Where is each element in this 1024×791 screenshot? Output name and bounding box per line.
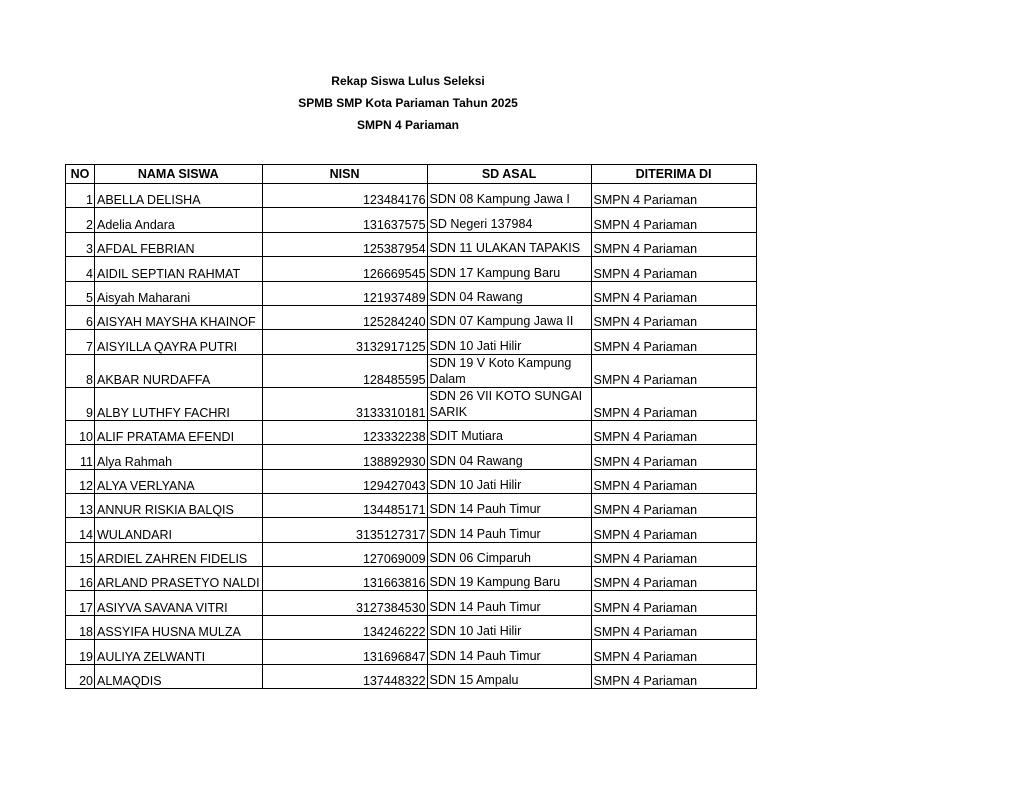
nisn-cell: 129427043 — [262, 469, 427, 493]
no-cell: 18 — [66, 615, 95, 639]
origin-school-cell: SDN 08 Kampung Jawa I — [427, 184, 591, 208]
accepted-school-cell: SMPN 4 Pariaman — [591, 208, 756, 232]
nisn-cell: 3133310181 — [262, 387, 427, 420]
nisn-cell: 3135127317 — [262, 518, 427, 542]
origin-school-cell: SDN 19 Kampung Baru — [427, 567, 591, 591]
origin-school-cell: SDN 10 Jati Hilir — [427, 469, 591, 493]
nisn-cell: 123484176 — [262, 184, 427, 208]
no-cell: 13 — [66, 493, 95, 517]
nisn-cell: 138892930 — [262, 445, 427, 469]
no-cell: 15 — [66, 542, 95, 566]
table-row — [66, 184, 757, 208]
nisn-cell: 131663816 — [262, 567, 427, 591]
student-name-cell: AISYILLA QAYRA PUTRI — [95, 330, 263, 354]
table-row — [66, 445, 757, 469]
nisn-cell: 128485595 — [262, 354, 427, 387]
student-name-cell: ALIF PRATAMA EFENDI — [95, 420, 263, 444]
nisn-cell: 121937489 — [262, 281, 427, 305]
accepted-school-cell: SMPN 4 Pariaman — [591, 445, 756, 469]
column-header-nama: NAMA SISWA — [95, 165, 263, 184]
accepted-school-cell: SMPN 4 Pariaman — [591, 354, 756, 387]
nisn-cell: 125387954 — [262, 232, 427, 256]
accepted-school-cell: SMPN 4 Pariaman — [591, 281, 756, 305]
origin-school-cell: SDN 17 Kampung Baru — [427, 257, 591, 281]
origin-school-cell: SD Negeri 137984 — [427, 208, 591, 232]
accepted-school-cell: SMPN 4 Pariaman — [591, 387, 756, 420]
student-name-cell: ASSYIFA HUSNA MULZA — [95, 615, 263, 639]
table-row — [66, 493, 757, 517]
no-cell: 12 — [66, 469, 95, 493]
accepted-school-cell: SMPN 4 Pariaman — [591, 469, 756, 493]
accepted-school-cell: SMPN 4 Pariaman — [591, 493, 756, 517]
column-header-sd-asal: SD ASAL — [427, 165, 591, 184]
report-title: Rekap Siswa Lulus Seleksi — [331, 74, 485, 88]
accepted-school-cell: SMPN 4 Pariaman — [591, 257, 756, 281]
table-row — [66, 469, 757, 493]
origin-school-cell: SDN 14 Pauh Timur — [427, 493, 591, 517]
no-cell: 19 — [66, 640, 95, 664]
table-row — [66, 208, 757, 232]
table-header-row — [66, 165, 757, 184]
no-cell: 10 — [66, 420, 95, 444]
table-row — [66, 542, 757, 566]
nisn-cell: 134246222 — [262, 615, 427, 639]
student-name-cell: AISYAH MAYSHA KHAINOF — [95, 305, 263, 329]
accepted-school-cell: SMPN 4 Pariaman — [591, 615, 756, 639]
accepted-school-cell: SMPN 4 Pariaman — [591, 232, 756, 256]
origin-school-cell: SDN 06 Cimparuh — [427, 542, 591, 566]
no-cell: 14 — [66, 518, 95, 542]
nisn-cell: 126669545 — [262, 257, 427, 281]
accepted-school-cell: SMPN 4 Pariaman — [591, 420, 756, 444]
nisn-cell: 134485171 — [262, 493, 427, 517]
no-cell: 16 — [66, 567, 95, 591]
report-subtitle: SPMB SMP Kota Pariaman Tahun 2025 — [298, 96, 518, 110]
no-cell: 2 — [66, 208, 95, 232]
nisn-cell: 123332238 — [262, 420, 427, 444]
student-name-cell: ALMAQDIS — [95, 664, 263, 688]
student-name-cell: ARDIEL ZAHREN FIDELIS — [95, 542, 263, 566]
no-cell: 9 — [66, 387, 95, 420]
student-name-cell: AULIYA ZELWANTI — [95, 640, 263, 664]
table-row — [66, 664, 757, 688]
student-name-cell: AIDIL SEPTIAN RAHMAT — [95, 257, 263, 281]
table-row — [66, 257, 757, 281]
table-row — [66, 640, 757, 664]
accepted-school-cell: SMPN 4 Pariaman — [591, 305, 756, 329]
table-row — [66, 330, 757, 354]
column-header-diterima: DITERIMA DI — [591, 165, 756, 184]
accepted-school-cell: SMPN 4 Pariaman — [591, 542, 756, 566]
origin-school-cell: SDIT Mutiara — [427, 420, 591, 444]
school-name: SMPN 4 Pariaman — [356, 118, 460, 132]
column-header-no: NO — [66, 165, 95, 184]
nisn-cell: 3132917125 — [262, 330, 427, 354]
table-row — [66, 305, 757, 329]
nisn-cell: 3127384530 — [262, 591, 427, 615]
no-cell: 17 — [66, 591, 95, 615]
origin-school-cell: SDN 04 Rawang — [427, 445, 591, 469]
no-cell: 7 — [66, 330, 95, 354]
nisn-cell: 137448322 — [262, 664, 427, 688]
student-name-cell: ANNUR RISKIA BALQIS — [95, 493, 263, 517]
origin-school-cell: SDN 14 Pauh Timur — [427, 591, 591, 615]
accepted-school-cell: SMPN 4 Pariaman — [591, 591, 756, 615]
table-row — [66, 420, 757, 444]
table-row — [66, 615, 757, 639]
accepted-school-cell: SMPN 4 Pariaman — [591, 640, 756, 664]
student-name-cell: AFDAL FEBRIAN — [95, 232, 263, 256]
origin-school-cell: SDN 26 VII KOTO SUNGAI SARIK — [427, 387, 591, 420]
student-table — [65, 164, 757, 689]
nisn-cell: 127069009 — [262, 542, 427, 566]
student-name-cell: ARLAND PRASETYO NALDI — [95, 567, 263, 591]
student-name-cell: ABELLA DELISHA — [95, 184, 263, 208]
student-name-cell: Adelia Andara — [95, 208, 263, 232]
student-name-cell: Aisyah Maharani — [95, 281, 263, 305]
accepted-school-cell: SMPN 4 Pariaman — [591, 184, 756, 208]
no-cell: 5 — [66, 281, 95, 305]
origin-school-cell: SDN 10 Jati Hilir — [427, 615, 591, 639]
student-name-cell: WULANDARI — [95, 518, 263, 542]
no-cell: 11 — [66, 445, 95, 469]
nisn-cell: 131637575 — [262, 208, 427, 232]
nisn-cell: 131696847 — [262, 640, 427, 664]
table-row — [66, 518, 757, 542]
no-cell: 8 — [66, 354, 95, 387]
student-name-cell: ALYA VERLYANA — [95, 469, 263, 493]
accepted-school-cell: SMPN 4 Pariaman — [591, 664, 756, 688]
no-cell: 1 — [66, 184, 95, 208]
student-name-cell: ALBY LUTHFY FACHRI — [95, 387, 263, 420]
table-row — [66, 387, 757, 420]
table-row — [66, 591, 757, 615]
student-name-cell: ASIYVA SAVANA VITRI — [95, 591, 263, 615]
table-row — [66, 354, 757, 387]
origin-school-cell: SDN 11 ULAKAN TAPAKIS — [427, 232, 591, 256]
no-cell: 6 — [66, 305, 95, 329]
no-cell: 4 — [66, 257, 95, 281]
accepted-school-cell: SMPN 4 Pariaman — [591, 518, 756, 542]
origin-school-cell: SDN 19 V Koto Kampung Dalam — [427, 354, 591, 387]
table-row — [66, 232, 757, 256]
no-cell: 20 — [66, 664, 95, 688]
nisn-cell: 125284240 — [262, 305, 427, 329]
no-cell: 3 — [66, 232, 95, 256]
origin-school-cell: SDN 15 Ampalu — [427, 664, 591, 688]
report-header — [258, 70, 558, 136]
table-row — [66, 281, 757, 305]
origin-school-cell: SDN 14 Pauh Timur — [427, 640, 591, 664]
origin-school-cell: SDN 04 Rawang — [427, 281, 591, 305]
column-header-nisn: NISN — [262, 165, 427, 184]
student-name-cell: AKBAR NURDAFFA — [95, 354, 263, 387]
accepted-school-cell: SMPN 4 Pariaman — [591, 330, 756, 354]
table-row — [66, 567, 757, 591]
accepted-school-cell: SMPN 4 Pariaman — [591, 567, 756, 591]
origin-school-cell: SDN 14 Pauh Timur — [427, 518, 591, 542]
origin-school-cell: SDN 10 Jati Hilir — [427, 330, 591, 354]
origin-school-cell: SDN 07 Kampung Jawa II — [427, 305, 591, 329]
student-name-cell: Alya Rahmah — [95, 445, 263, 469]
